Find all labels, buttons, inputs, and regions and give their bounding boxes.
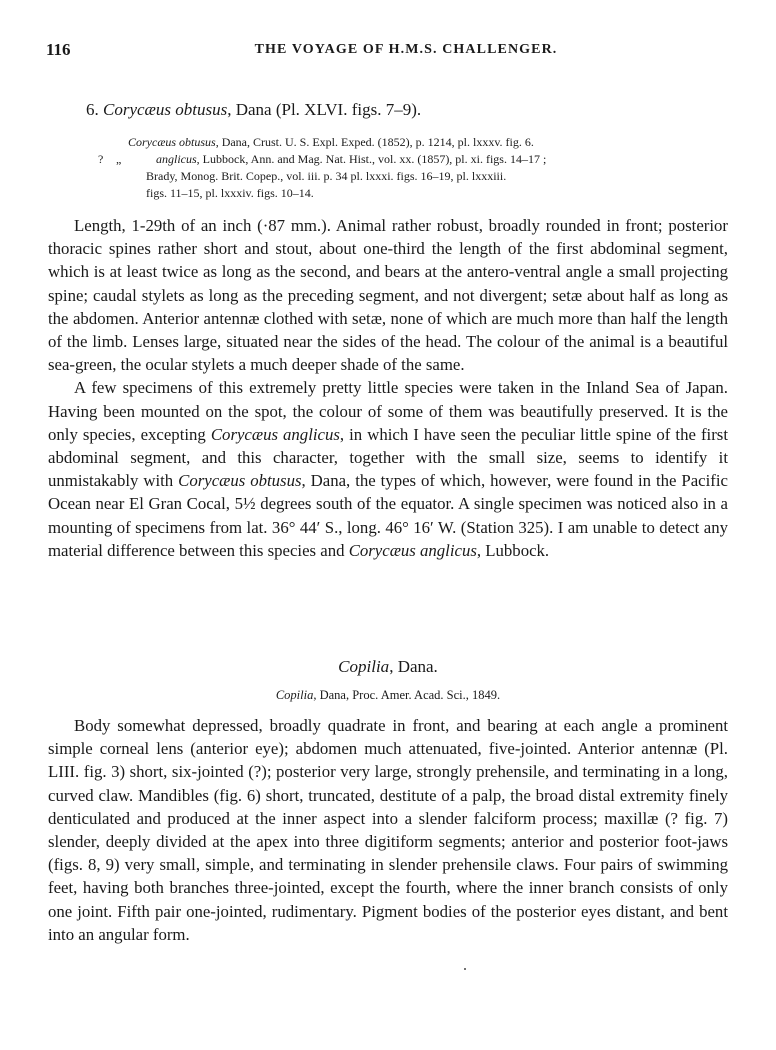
- genus-heading: [0, 657, 776, 677]
- genus-description: [48, 714, 728, 946]
- genus-name: Copilia: [338, 657, 390, 676]
- ditto-mark: „: [116, 152, 122, 166]
- running-title: THE VOYAGE OF H.M.S. CHALLENGER.: [254, 42, 558, 57]
- page-number: 116: [46, 40, 71, 59]
- genus-reference: Copilia, Dana, Proc. Amer. Acad. Sci., 1849.: [275, 688, 501, 702]
- species-heading: [86, 100, 421, 120]
- description-paragraph-2: A few specimens of this extremely pretty little species were taken in the Inland Sea of Japan. Having been mounted on the spot, the colour of some of them was beautifully preserved. It is the only species, excepting Corycæus anglicus, in which I have seen the peculiar little spine of the first abdominal segment, and this character, together with the small size, seems to identify it unmistakably with Corycæus obtusus, Dana, the types of which, however, were found in the Pacific Ocean near El Gran Cocal, 5½ degrees south of the equator. A single specimen was noticed also in a mounting of specimens from lat. 36° 44′ S., long. 46° 16′ W. (Station 325). I am unable to detect any material difference between this species and Corycæus anglicus, Lubbock.: [48, 378, 729, 560]
- species-description: [48, 214, 728, 562]
- description-paragraph-1: Length, 1-29th of an inch (·87 mm.). Animal rather robust, broadly rounded in front; posterior thoracic spines rather short and stout, about one-third the length of the first abdominal segment, which is at least twice as long as the second, and bears at the antero-ventral angle a small projecting spine; caudal stylets as long as the preceding segment, and not divergent; setæ about half as long as the abdomen. Anterior antennæ clothed with setæ, none of which are much more than half the length of the limb. Lenses large, situated near the sides of the head. The colour of the animal is a beautiful sea-green, the ocular stylets a much deeper shade of the same.: [48, 216, 728, 375]
- synonymy-line: Corycæus obtusus, Dana, Crust. U. S. Expl. Exped. (1852), p. 1214, pl. lxxxv. fig. 6.: [128, 135, 534, 149]
- synonymy-block: [98, 134, 728, 202]
- synonym-name: Corycæus obtusus: [128, 135, 216, 149]
- species-name: Corycæus obtusus: [103, 100, 228, 119]
- genus-description-paragraph: Body somewhat depressed, broadly quadrate in front, and bearing at each angle a prominent simple corneal lens (anterior eye); abdomen much attenuated, five-jointed. Anterior antennæ (Pl. LIII. fig. 3) short, six-jointed (?); posterior very large, strongly prehensile, and terminating in a long, curved claw. Mandibles (fig. 6) short, truncated, destitute of a palp, the broad distal extremity finely denticulated and produced at the inner aspect into a slender falciform process; maxillæ (? fig. 7) slender, deeply divided at the apex into three digitiform segments; anterior and posterior foot-jaws (figs. 8, 9) very small, simple, and terminating in slender prehensile claws. Four pairs of swimming feet, having both branches three-jointed, except the fourth, where the inner branch consists of only one joint. Fifth pair one-jointed, rudimentary. Pigment bodies of the posterior eyes distant, and bent into an angular form.: [48, 716, 728, 944]
- query-mark: ?: [98, 152, 104, 166]
- running-header: [46, 40, 746, 62]
- synonym-name: anglicus: [156, 152, 197, 166]
- genus-author: , Dana.: [389, 657, 438, 676]
- synonymy-line: Brady, Monog. Brit. Copep., vol. iii. p. 34 pl. lxxxi. figs. 16–19, pl. lxxxiii.: [146, 169, 507, 183]
- page-speck: [464, 968, 466, 970]
- synonymy-line: figs. 11–15, pl. lxxxiv. figs. 10–14.: [146, 186, 314, 200]
- species-author: , Dana (Pl. XLVI. figs. 7–9).: [227, 100, 422, 119]
- synonymy-line: ? „ anglicus, Lubbock, Ann. and Mag. Nat. Hist., vol. xx. (1857), pl. xi. figs. 14–17 ;: [98, 152, 547, 166]
- species-number: 6.: [86, 100, 99, 119]
